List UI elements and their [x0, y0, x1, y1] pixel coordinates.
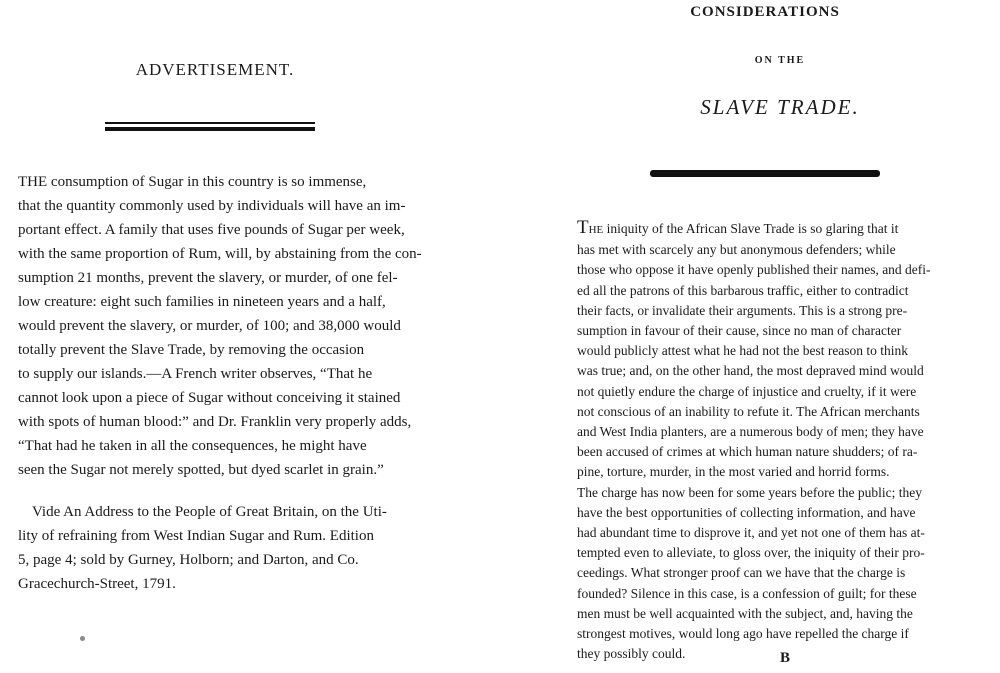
text-line: “That had he taken in all the consequences, he might have	[18, 438, 367, 454]
text-line: THE consumption of Sugar in this country is so immense,	[18, 174, 367, 190]
text-line: would prevent the slavery, or murder, of 100; and 38,000 would	[18, 318, 401, 334]
text-line: Vide An Address to the People of Great Britain, on the Uti-	[32, 504, 387, 520]
signature-mark: B	[780, 650, 791, 666]
text-line: ed all the patrons of this barbarous traffic, either to contradict	[577, 282, 909, 298]
text-line: low creature: eight such families in nineteen years and a half,	[18, 294, 386, 310]
text-line-first	[577, 218, 997, 240]
text-line: would publicly attest what he had not the best reason to think	[577, 343, 909, 359]
text-line: they possibly could.	[577, 646, 686, 662]
text-line: those who oppose it have openly published their names, and defi-	[577, 262, 931, 278]
text-line: with the same proportion of Rum, will, by abstaining from the con-	[18, 246, 422, 262]
text-line: had abundant time to disprove it, and yet not one of them has at-	[577, 525, 925, 541]
left-page	[0, 0, 470, 673]
citation-paragraph	[18, 500, 438, 596]
text-line: cannot look upon a piece of Sugar without conceiving it stained	[18, 390, 401, 406]
right-page	[520, 0, 1000, 673]
paper-speck	[80, 636, 85, 641]
considerations-title: CONSIDERATIONS	[690, 4, 840, 20]
text-line: to supply our islands.—A French writer observes, “That he	[18, 366, 373, 382]
text-line: portant effect. A family that uses five pounds of Sugar per week,	[18, 222, 405, 238]
considerations-body	[577, 218, 997, 664]
text-line: 5, page 4; sold by Gurney, Holborn; and Darton, and Co.	[18, 552, 359, 568]
text-line: lity of refraining from West Indian Sugar and Rum. Edition	[18, 528, 374, 544]
text-line: been accused of crimes at which human nature shudders; of ra-	[577, 444, 918, 460]
text-line: seen the Sugar not merely spotted, but dyed scarlet in grain.”	[18, 462, 384, 478]
text-line: was true; and, on the other hand, the most depraved mind would	[577, 363, 924, 379]
text-line: strongest motives, would long ago have repelled the charge if	[577, 626, 909, 642]
text-line: sumption in favour of their cause, since no man of character	[577, 323, 902, 339]
text-line: has met with scarcely any but anonymous defenders; while	[577, 242, 896, 258]
drop-cap: T	[577, 217, 589, 238]
advertisement-body	[18, 170, 438, 482]
text-line: not conscious of an inability to refute it. The African merchants	[577, 403, 920, 419]
text-line: that the quantity commonly used by individuals will have an im-	[18, 198, 406, 214]
advertisement-heading: ADVERTISEMENT.	[135, 60, 295, 79]
text-line: with spots of human blood:” and Dr. Franklin very properly adds,	[18, 414, 412, 430]
text-line: men must be well acquainted with the subject, and, having the	[577, 605, 913, 621]
text-line: totally prevent the Slave Trade, by removing the occasion	[18, 342, 365, 358]
text-line: The charge has now been for some years before the public; they	[577, 484, 922, 500]
title-rule	[650, 170, 880, 177]
text-line: pine, torture, murder, in the most varied and horrid forms.	[577, 464, 890, 480]
first-line-rest: iniquity of the African Slave Trade is so glaring that it	[603, 221, 899, 236]
text-line: and West India planters, are a numerous body of men; they have	[577, 424, 924, 440]
text-line: have the best opportunities of collecting information, and have	[577, 504, 916, 520]
text-line: founded? Silence in this case, is a confession of guilt; for these	[577, 585, 917, 601]
text-line: their facts, or invalidate their arguments. This is a strong pre-	[577, 302, 908, 318]
slave-trade-subtitle: SLAVE TRADE.	[700, 95, 860, 119]
text-line: Gracechurch-Street, 1791.	[18, 576, 176, 592]
heading-rule	[105, 122, 315, 131]
text-line: not quietly endure the charge of injustice and cruelty, if it were	[577, 383, 917, 399]
first-word-smallcaps: HE	[588, 224, 604, 236]
text-line: ceedings. What stronger proof can we have that the charge is	[577, 565, 906, 581]
text-line: sumption 21 months, prevent the slavery, or murder, of one fel-	[18, 270, 398, 286]
on-the-label: ON THE	[754, 55, 806, 66]
text-line: tempted even to alleviate, to gloss over, the iniquity of their pro-	[577, 545, 925, 561]
